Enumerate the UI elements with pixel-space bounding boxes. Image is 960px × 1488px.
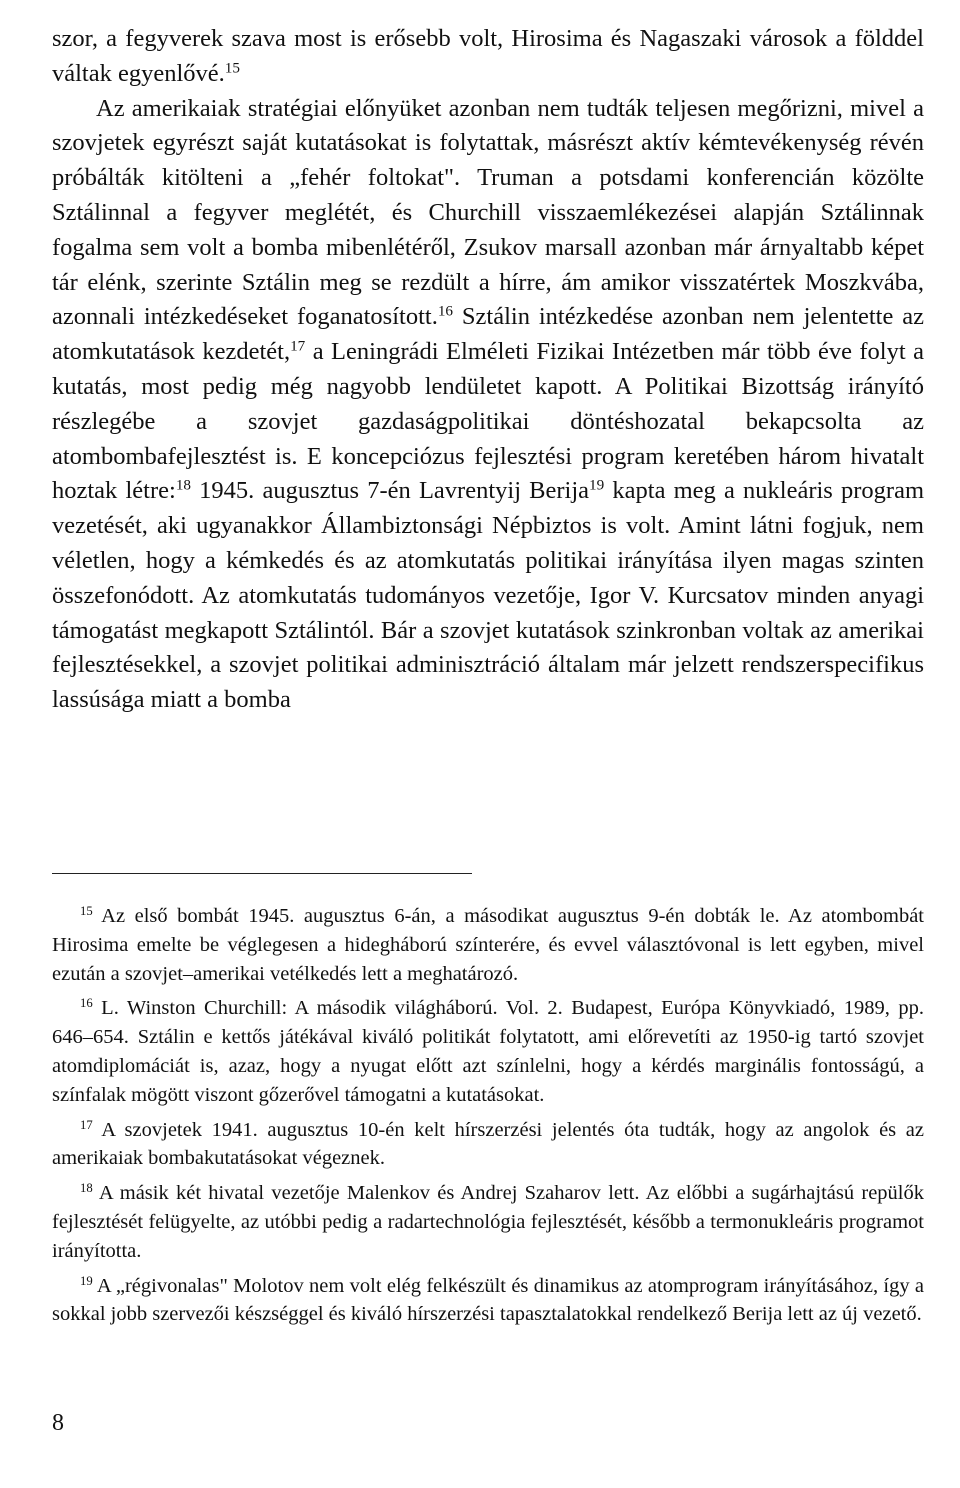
footnote-text: A szovjetek 1941. augusztus 10-én kelt hírszerzési jelentés óta tudták, hogy az angolok és az amerikaiak bombakutatásokat végeznek. — [52, 1118, 924, 1170]
footnote-ref-16[interactable]: 16 — [437, 303, 454, 321]
footnote-16 — [52, 994, 924, 1109]
main-text — [52, 22, 924, 718]
footnote-text: Az első bombát 1945. augusztus 6-án, a másodikat augusztus 9-én dobták le. Az atombombát Hirosima emelte be véglegesen a hidegháború színterére, és evvel választóvonal is lett egyben, mivel ezután a szovjet–amerikai vetélkedés lett a meghatározó. — [52, 905, 924, 985]
paragraph-2-text-b: Sztálin intézkedése azonban nem jelentette az atomkutatások kezdetét, — [52, 303, 924, 366]
footnote-17 — [52, 1116, 924, 1174]
footnotes-section — [52, 902, 924, 1335]
footnote-15 — [52, 902, 924, 988]
footnote-text: A másik két hivatal vezetője Malenkov és Andrej Szaharov lett. Az előbbi a sugárhajtású repülők fejlesztését felügyelte, az utóbbi pedig a radartechnológia fejlesztését, később a termonukleáris programot irányította. — [52, 1182, 924, 1262]
paragraph-2-text-a: Az amerikaiak stratégiai előnyüket azonban nem tudták teljesen megőrizni, mivel a szovjetek egyrészt saját kutatásokat is folytattak, másrészt aktív kémtevékenység révén próbálták kitölteni a „fehér foltokat". Truman a potsdami konferencián közölte Sztálinnal a fegyver meglétét, és Churchill visszaemlékezései alapján Sztálinnak fogalma sem volt a bomba mibenlétéről, Zsukov marsall azonban már árnyaltabb képet tár elénk, szerinte Sztálin meg se rezdült a hírre, ám amikor visszatértek Moszkvába, azonnali intézkedéseket foganatosított. — [52, 94, 924, 331]
paragraph-2-text-c: a Leningrádi Elméleti Fizikai Intézetben már több éve folyt a kutatás, most pedig még nagyobb lendületet kapott. A Politikai Bizottság irányító részlegébe a szovjet gazdaságpolitikai döntéshozatal bekapcsolta az atombombafejlesztést is. E koncepciózus fejlesztési program keretében három hivatalt hoztak létre: — [52, 338, 924, 505]
footnote-ref-18[interactable]: 18 — [175, 477, 191, 495]
footnote-18 — [52, 1179, 924, 1265]
paragraph-2 — [52, 92, 924, 718]
paragraph-2-text-e: kapta meg a nukleáris program vezetését, aki ugyanakkor Állambiztonsági Népbiztos is volt. Amint látni fogjuk, nem véletlen, hogy a kémkedés és az atomkutatás politikai irányítása ilyen magas szinten összefonódott. Az atomkutatás tudományos vezetője, Igor V. Kurcsatov minden anyagi támogatást megkapott Sztálintól. Bár a szovjet kutatások szinkronban voltak az amerikai fejlesztésekkel, a szovjet politikai adminisztráció általam már jelzett rendszerspecifikus lassúsága miatt a bomba — [52, 477, 924, 714]
paragraph-1 — [52, 22, 924, 92]
paragraph-2-text-d: 1945. augusztus 7-én Lavrentyij Berija — [191, 477, 590, 505]
footnote-number: 18 — [80, 1181, 93, 1196]
paragraph-1-text: szor, a fegyverek szava most is erősebb volt, Hirosima és Nagaszaki városok a földdel váltak egyenlővé. — [52, 25, 924, 87]
footnote-number: 15 — [80, 904, 93, 919]
footnote-number: 17 — [80, 1117, 93, 1132]
footnote-text: A „régivonalas" Molotov nem volt elég felkészült és dinamikus az atomprogram irányításához, így a sokkal jobb szervezői készséggel és kiváló hírszerzési tapasztalatokkal rendelkező Berija lett az új vezető. — [52, 1274, 924, 1326]
footnote-text: L. Winston Churchill: A második világháború. Vol. 2. Budapest, Európa Könyvkiadó, 1989, pp. 646–654. Sztálin e kettős játékával kiváló politikát folytatott, ami előrevetíti az 1950-ig tartó szovjet atomdiplomáciát is, azaz, hogy a nyugat előtt azt színlelni, hogy a kérdés marginális fontosságú, a színfalak mögött viszont gőzerővel támogatni a kutatásokat. — [52, 997, 924, 1106]
footnote-ref-17[interactable]: 17 — [290, 337, 306, 355]
page-number: 8 — [52, 1410, 64, 1436]
footnote-number: 19 — [80, 1273, 93, 1288]
footnote-ref-19[interactable]: 19 — [589, 477, 605, 495]
footnote-19 — [52, 1272, 924, 1330]
footnote-number: 16 — [80, 996, 93, 1011]
footnote-ref-15[interactable]: 15 — [224, 59, 240, 77]
footnote-separator — [52, 873, 472, 874]
